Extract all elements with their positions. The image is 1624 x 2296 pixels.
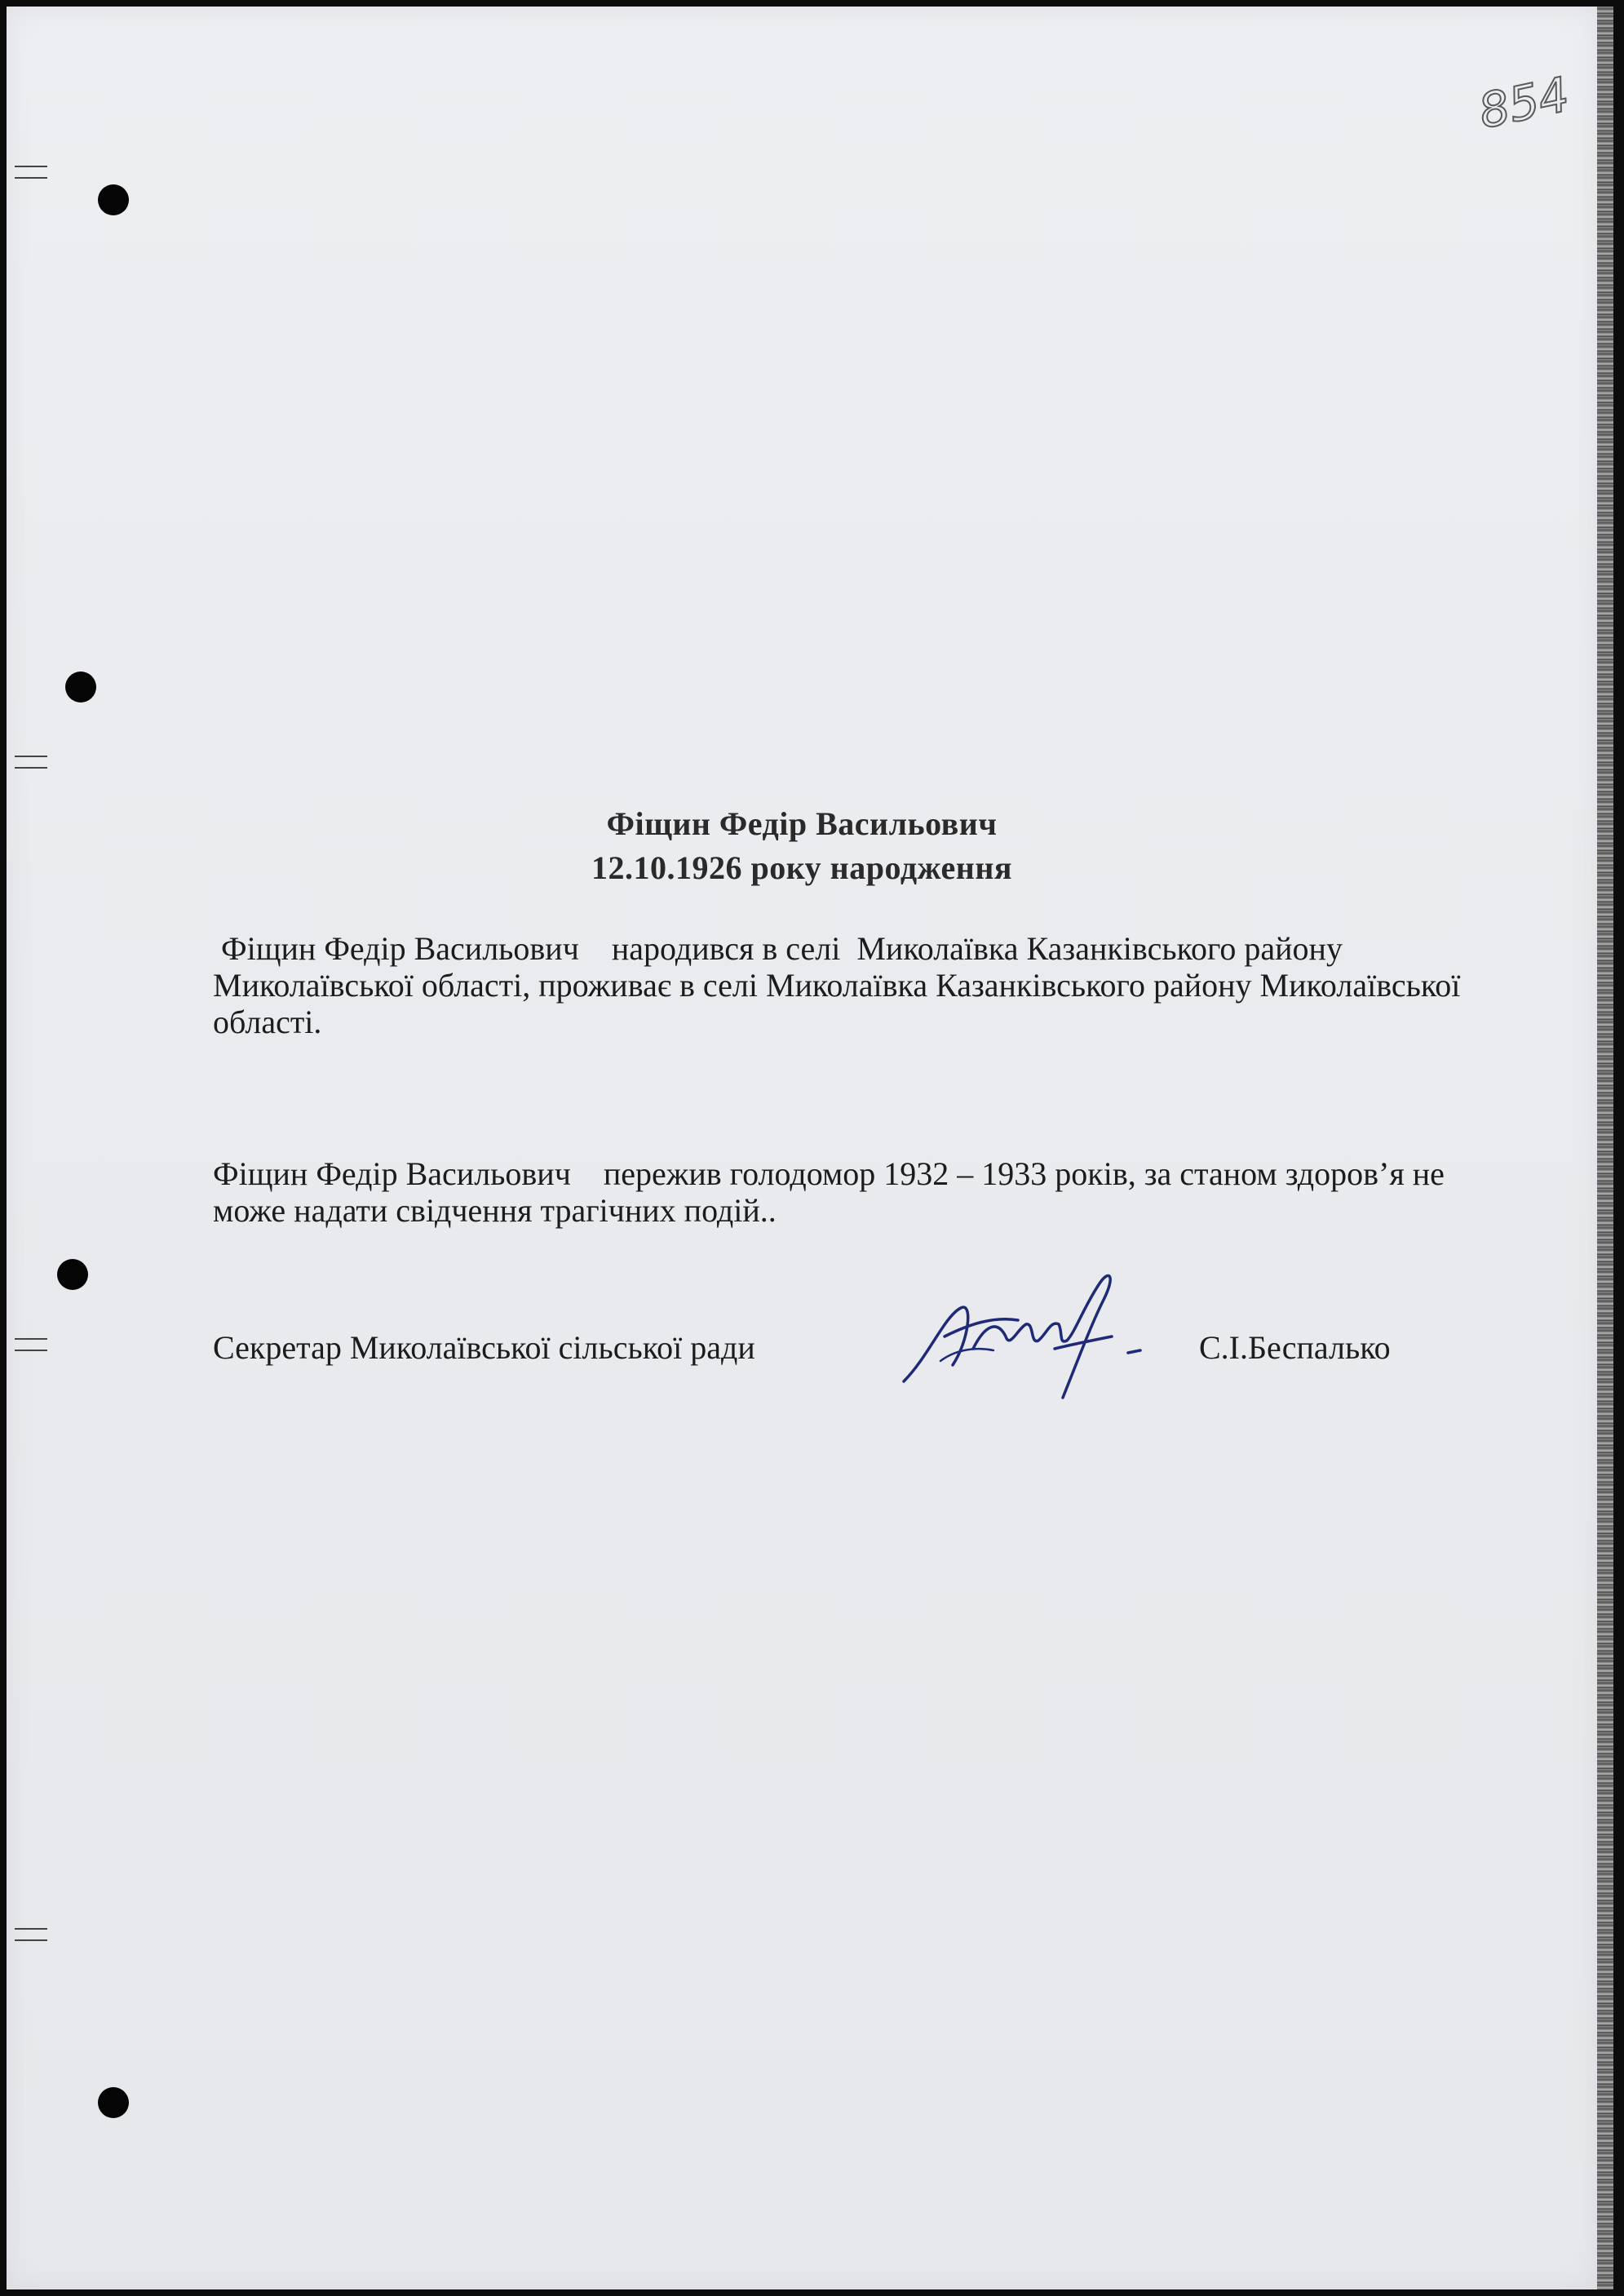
- scan-edge: [1597, 7, 1613, 2289]
- signer-position: Секретар Миколаївської сільської ради: [213, 1329, 755, 1366]
- punch-hole-bottom: [98, 2087, 129, 2118]
- punch-hole-upper-middle: [65, 672, 96, 703]
- edge-mark: [15, 756, 47, 769]
- birth-date-heading: 12.10.1926 року народження: [591, 849, 1013, 886]
- edge-mark: [15, 166, 47, 179]
- edge-mark: [15, 1928, 47, 1941]
- document-page: [7, 7, 1597, 2289]
- page-number-text: 854: [1474, 66, 1574, 140]
- birth-residence-paragraph: Фіщин Федір Васильович народився в селі Миколаївка Казанківського району Миколаївської області, проживає в селі Миколаївка Казанківського району Миколаївської області.: [213, 930, 1469, 1040]
- edge-mark: [15, 1338, 47, 1351]
- famine-survivor-paragraph: Фіщин Федір Васильович пережив голодомор 1932 – 1933 років, за станом здоров’я не може надати свідчення трагічних подій..: [213, 1155, 1453, 1229]
- person-name-heading: Фіщин Федір Васильович: [606, 805, 998, 842]
- handwritten-page-number: [1471, 51, 1574, 141]
- signer-name: С.І.Беспалько: [1199, 1329, 1391, 1366]
- punch-hole-lower-middle: [57, 1259, 88, 1290]
- handwritten-signature: [896, 1259, 1165, 1406]
- punch-hole-top: [98, 184, 129, 215]
